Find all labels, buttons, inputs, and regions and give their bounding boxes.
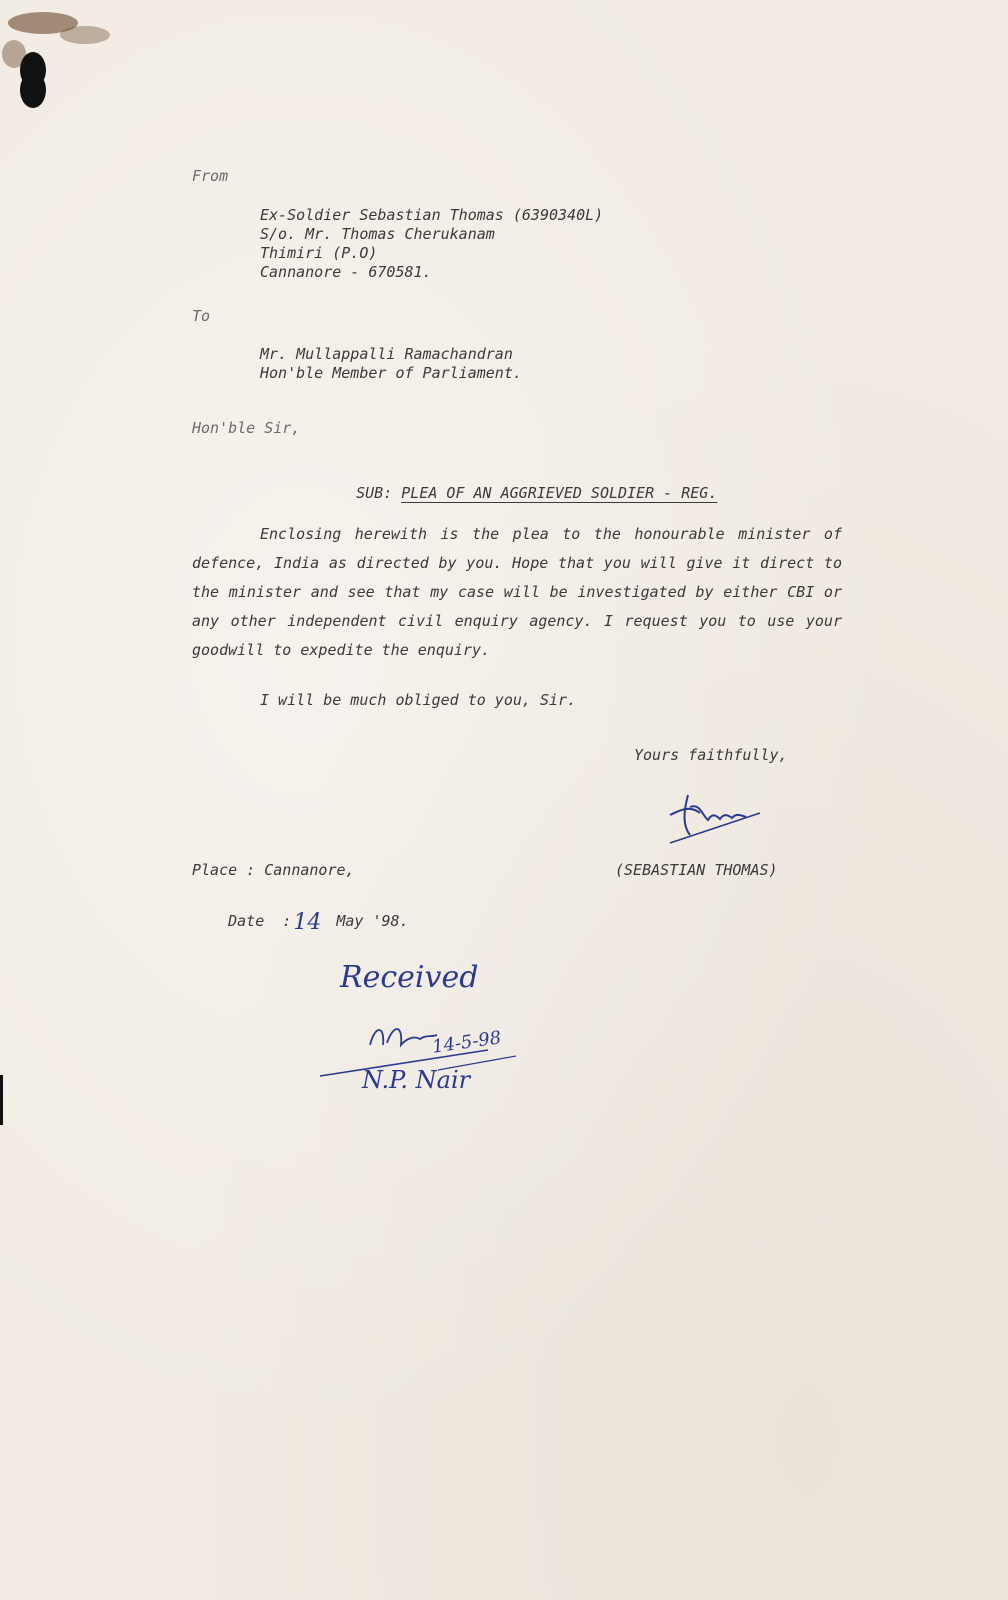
subject-title: PLEA OF AN AGGRIEVED SOLDIER - REG. [401,484,718,502]
salutation: Hon'ble Sir, [192,419,301,437]
date-handwritten-day: 14 [293,910,322,935]
recipient-line: Hon'ble Member of Parliament. [260,364,522,382]
punch-hole [20,72,46,108]
place-line: Place : Cannanore, [192,861,355,879]
date-month-year: May '98. [327,912,409,930]
date-line [192,890,409,951]
signature-drawing [660,785,770,855]
subject-prefix: SUB: [356,484,393,502]
signatory-name: (SEBASTIAN THOMAS) [615,861,778,879]
recipient-line: Mr. Mullappalli Ramachandran [260,345,513,363]
edge-mark [0,1075,3,1125]
closing-line: I will be much obliged to you, Sir. [260,691,577,709]
valediction: Yours faithfully, [634,746,788,764]
from-label: From [192,167,229,185]
date-label: Date : [228,912,292,930]
sender-line: S/o. Mr. Thomas Cherukanam [260,225,495,243]
receipt-name: N.P. Nair [362,1066,471,1094]
body-text: Enclosing herewith is the plea to the honourable minister of defence, India as directed by you. Hope that you will give it direct to the minister and see that my case will be investigated by either CBI or any other independent civil enquiry agency. I request you to use your goodwill to expedite the enquiry. [192,525,842,659]
sender-line: Ex-Soldier Sebastian Thomas (6390340L) [260,206,604,224]
sender-line: Thimiri (P.O) [260,244,378,262]
subject-line [320,463,717,523]
rust-stain [60,26,110,44]
to-label: To [192,307,211,325]
body-paragraph [192,520,842,665]
sender-line: Cannanore - 670581. [260,263,432,281]
receipt-date: 14-5-98 [430,1027,503,1058]
received-word: Received [340,960,479,995]
